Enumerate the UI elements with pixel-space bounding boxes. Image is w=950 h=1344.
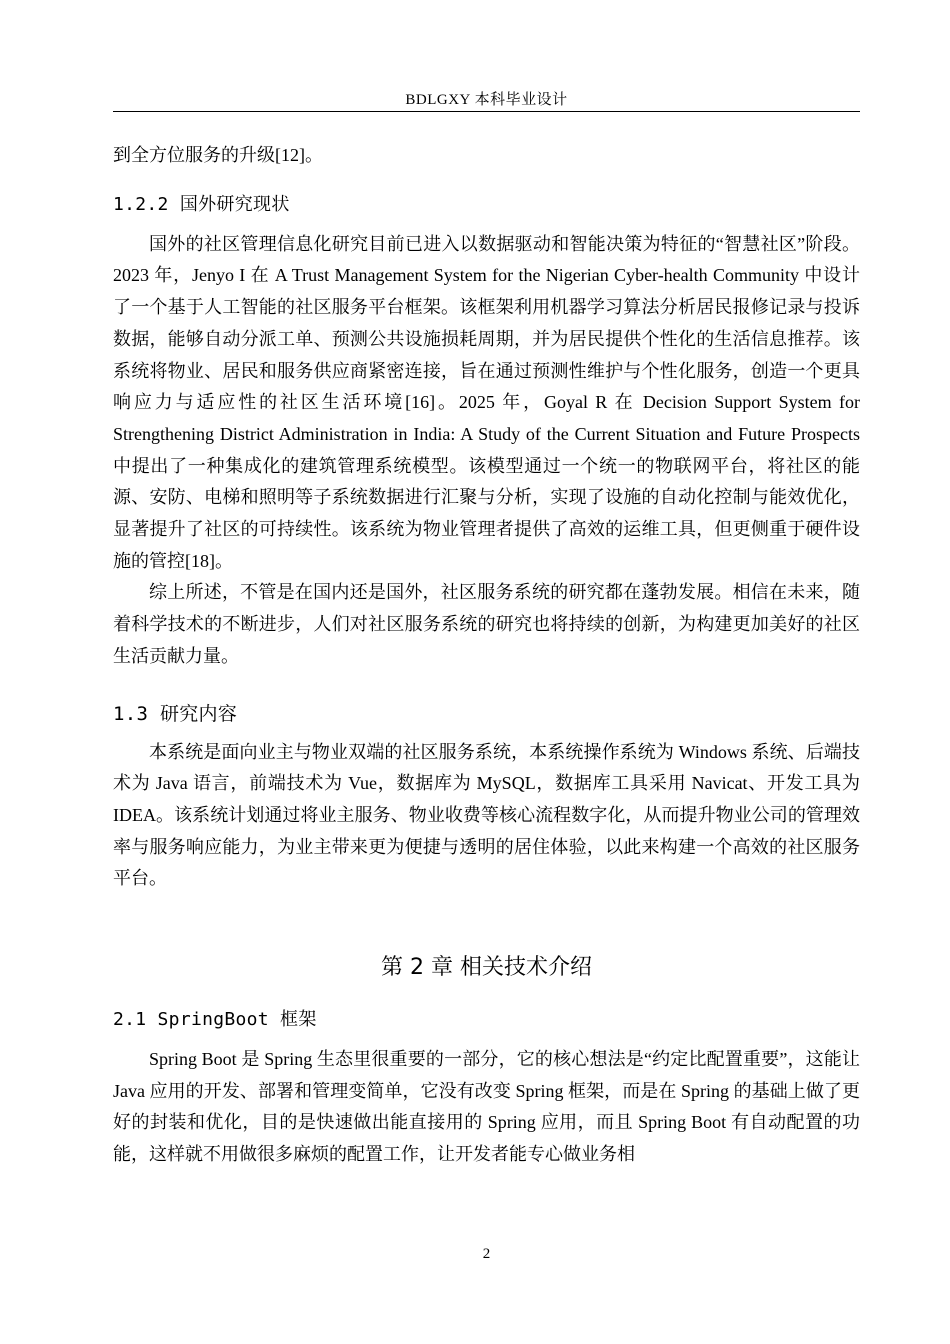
paragraph-research-content: 本系统是面向业主与物业双端的社区服务系统，本系统操作系统为 Windows 系统、后端技术为 Java 语言，前端技术为 Vue，数据库为 MySQL，数据库工具采用 Navicat、开发工具为 IDEA。该系统计划通过将业主服务、物业收费等核心流程数字化，从而提升物业公司的管理效率与服务响应能力，为业主带来更为便捷与透明的居住体验，以此来构建一个高效的社区服务平台。 <box>113 741 860 889</box>
page-number: 2 <box>482 1246 491 1262</box>
section-heading-1-2-2: 1.2.2 国外研究现状 <box>113 193 290 215</box>
header-divider <box>113 111 860 112</box>
chapter-title: 第 2 章 相关技术介绍 <box>381 955 592 981</box>
section-heading-2-1: 2.1 SpringBoot 框架 <box>113 1009 317 1031</box>
paragraph-springboot: Spring Boot 是 Spring 生态里很重要的一部分，它的核心想法是“约定比配置重要”，这能让 Java 应用的开发、部署和管理变简单，它没有改变 Spring 框架，而是在 Spring 的基础上做了更好的封装和优化，目的是快速做出能直接用的 Spring 应用，而且 Spring Boot 有自动配置的功能，这样就不用做很多麻烦的配置工作，让开发者能专心做业务相 <box>113 1049 860 1165</box>
section-heading-1-3: 1.3 研究内容 <box>113 702 238 725</box>
paragraph-continuation: 到全方位服务的升级[12]。 <box>113 145 323 165</box>
paragraph-summary: 综上所述，不管是在国内还是国外，社区服务系统的研究都在蓬勃发展。相信在未来，随着科学技术的不断进步，人们对社区服务系统的研究也将持续的创新，为构建更加美好的社区生活贡献力量。 <box>113 582 860 666</box>
running-header: BDLGXY 本科毕业设计 <box>405 92 568 108</box>
page-body <box>113 140 860 1171</box>
paragraph-foreign-research: 国外的社区管理信息化研究目前已进入以数据驱动和智能决策为特征的“智慧社区”阶段。2023 年，Jenyo I 在 A Trust Management System for the Nigerian Cyber-health Community 中设计了一个基于人工智能的社区服务平台框架。该框架利用机器学习算法分析居民报修记录与投诉数据，能够自动分派工单、预测公共设施损耗周期，并为居民提供个性化的生活信息推荐。该系统将物业、居民和服务供应商紧密连接，旨在通过预测性维护与个性化服务，创造一个更具响应力与适应性的社区生活环境[16]。2025 年，Goyal R 在 Decision Support System for Strengthening District Administration in India: A Study of the Current Situation and Future Prospects 中提出了一种集成化的建筑管理系统模型。该模型通过一个统一的物联网平台，将社区的能源、安防、电梯和照明等子系统数据进行汇聚与分析，实现了设施的自动化控制与能效优化，显著提升了社区的可持续性。该系统为物业管理者提供了高效的运维工具，但更侧重于硬件设施的管控[18]。 <box>113 233 860 571</box>
